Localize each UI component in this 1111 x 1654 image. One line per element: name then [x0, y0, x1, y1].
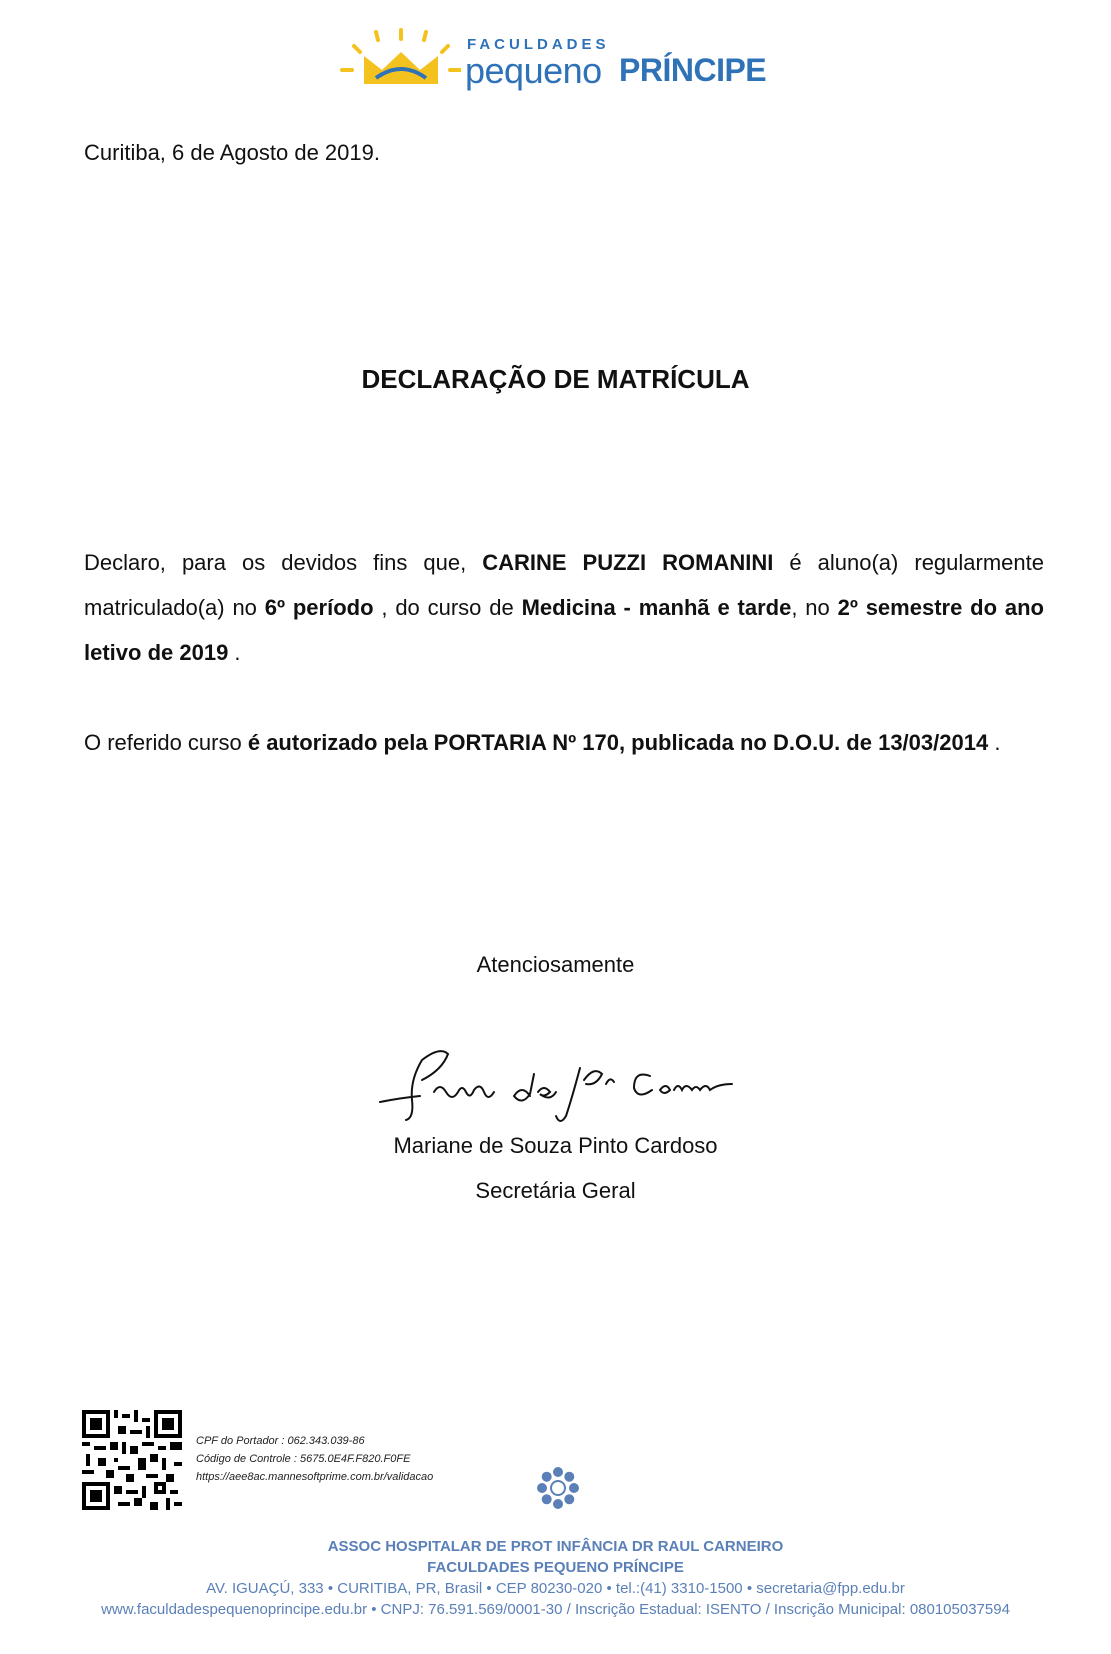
- signer-name: Mariane de Souza Pinto Cardoso: [393, 1133, 718, 1158]
- logo-text-pequeno: pequeno: [465, 50, 602, 91]
- authorization-text: é autorizado pela PORTARIA Nº 170, publicada no D.O.U. de 13/03/2014: [247, 730, 989, 755]
- student-name: CARINE PUZZI ROMANINI: [482, 550, 774, 575]
- authorization-paragraph: [84, 720, 1044, 765]
- text-segment: .: [988, 730, 1001, 755]
- qr-code-icon: [82, 1410, 182, 1510]
- footer: [0, 1536, 1111, 1620]
- footer-registration: www.faculdadespequenoprincipe.edu.br • CNPJ: 76.591.569/0001-30 / Inscrição Estadual: ISENTO / Inscrição Municipal: 080105037594: [101, 1601, 1010, 1618]
- footer-association: ASSOC HOSPITALAR DE PROT INFÂNCIA DR RAUL CARNEIRO: [327, 1538, 784, 1555]
- institution-logo: [336, 28, 796, 96]
- validation-url[interactable]: https://aee8ac.mannesoftprime.com.br/validacao: [196, 1471, 434, 1483]
- cpf-line: CPF do Portador : 062.343.039-86: [196, 1435, 365, 1447]
- validation-info: [196, 1432, 433, 1486]
- text-segment: .: [228, 640, 241, 665]
- footer-address: AV. IGUAÇÚ, 333 • CURITIBA, PR, Brasil • CEP 80230-020 • tel.:(41) 3310-1500 • secretaria@fpp.edu.br: [206, 1580, 905, 1597]
- letter-date: Curitiba, 6 de Agosto de 2019.: [84, 140, 380, 165]
- text-segment: Declaro, para os devidos fins que,: [84, 550, 483, 575]
- crown-icon: [336, 28, 461, 92]
- course-name: Medicina - manhã e tarde: [521, 595, 792, 620]
- flower-emblem-icon: [535, 1465, 581, 1511]
- declaration-paragraph: [84, 540, 1044, 675]
- signer-role: Secretária Geral: [475, 1178, 636, 1203]
- control-code-line: Código de Controle : 5675.0E4F.F820.F0FE: [196, 1453, 411, 1465]
- footer-institution: FACULDADES PEQUENO PRÍNCIPE: [427, 1559, 684, 1576]
- semester: 2º semestre do ano letivo de 2019: [84, 595, 1044, 665]
- period: 6º período: [264, 595, 374, 620]
- text-segment: , do curso de: [373, 595, 522, 620]
- handwritten-signature: [370, 1040, 750, 1130]
- text-segment: , no: [791, 595, 838, 620]
- logo-text-top: FACULDADES: [467, 36, 610, 53]
- closing: Atenciosamente: [476, 952, 635, 977]
- text-segment: é aluno(a) regularmente matriculado(a) no: [84, 550, 1045, 620]
- logo-text-principe: PRÍNCIPE: [619, 52, 767, 88]
- document-title: DECLARAÇÃO DE MATRÍCULA: [361, 364, 750, 394]
- text-segment: O referido curso: [84, 730, 248, 755]
